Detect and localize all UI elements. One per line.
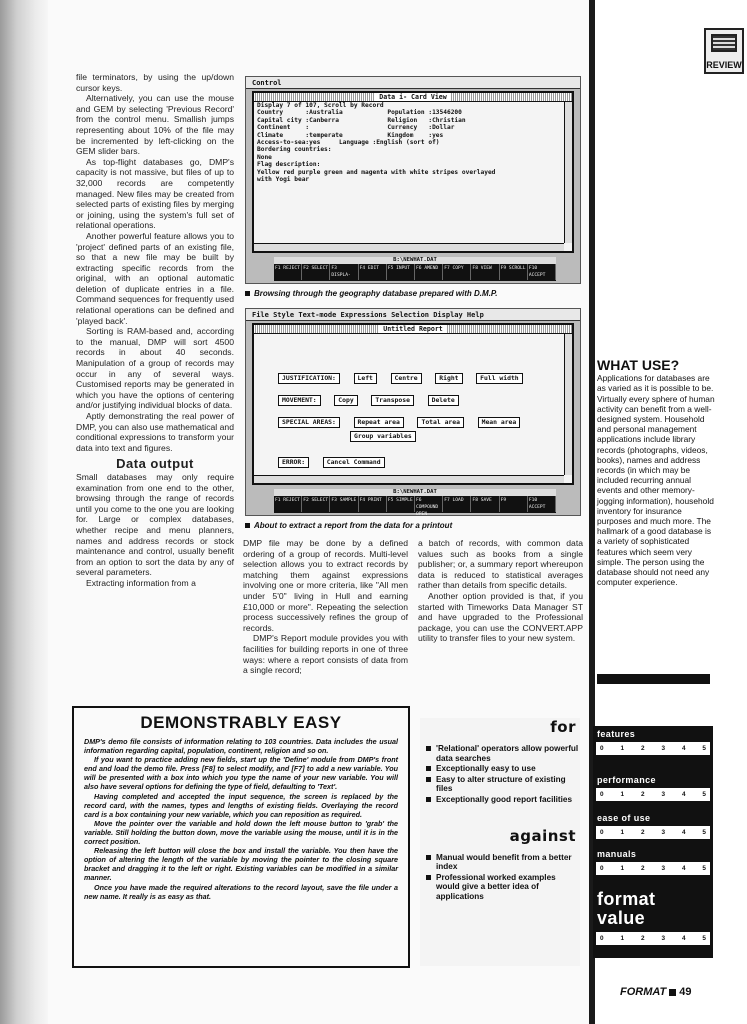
sidebar-rule <box>597 674 710 684</box>
rating-scale-number: 1 <box>620 935 625 942</box>
card-view-window <box>252 91 574 253</box>
rating-scale-number: 4 <box>681 745 686 752</box>
page-number: 49 <box>679 986 692 998</box>
screenshot-caption <box>245 289 497 298</box>
horizontal-scrollbar[interactable] <box>254 475 564 483</box>
function-key[interactable]: F2 SELECT <box>302 264 330 280</box>
record-line: Bordering countries: <box>257 146 332 154</box>
rating-scale-number: 3 <box>661 865 666 872</box>
function-key[interactable]: F5 SIMPLE <box>387 496 415 512</box>
rating-scale-number: 2 <box>640 745 645 752</box>
rating-scale-number: 4 <box>681 865 686 872</box>
rating-row <box>593 728 713 757</box>
rating-scale-number: 5 <box>702 865 706 872</box>
function-key[interactable]: F10 ACCEPT <box>528 496 556 512</box>
gem-menu-bar: Control <box>246 77 580 89</box>
section-subheading: Data output <box>116 456 194 472</box>
row-label: MOVEMENT: <box>278 395 321 406</box>
rating-scale-number: 4 <box>681 829 686 836</box>
function-key-panel <box>274 489 556 516</box>
record-line: None <box>257 153 272 161</box>
paragraph: Alternatively, you can use the mouse and GEM by selecting 'Previous Record' from the control menu. Smallish jumps representing about 10% of the file may be incremented by left-clicking on the GEM slider bars. <box>76 93 234 157</box>
report-builder-screenshot <box>245 308 581 516</box>
option-button[interactable]: Delete <box>428 395 459 406</box>
window-title-bar <box>254 93 572 102</box>
function-key[interactable]: F4 EDIT <box>359 264 387 280</box>
report-option-row <box>278 449 389 468</box>
caption-text: About to extract a report from the data for a printout <box>254 521 453 530</box>
record-line: Display 7 of 107, Scroll by Record <box>257 102 384 109</box>
option-button[interactable]: Cancel Command <box>323 457 385 468</box>
paragraph: Small databases may only require examination from one end to the other, browsing through the range of records until you come to the one you are looking for. Large or complex databases, whether recipe and menu planners, names and address records or stock maintenance and control, usually benefit from an option to sort the data by any of several parameters. <box>76 471 234 578</box>
rating-scale-number: 5 <box>702 745 706 752</box>
rating-scale-number: 1 <box>620 829 625 836</box>
rating-label: format value <box>597 889 656 928</box>
list-item: Easy to alter structure of existing files <box>426 775 580 794</box>
rating-scale <box>596 788 710 801</box>
horizontal-scrollbar[interactable] <box>254 243 564 251</box>
function-key-panel <box>274 257 556 281</box>
rating-scale-number: 4 <box>681 791 686 798</box>
rating-scale-number: 3 <box>661 935 666 942</box>
function-key[interactable]: F8 SAVE <box>471 496 499 512</box>
caption-text: Browsing through the geography database prepared with D.M.P. <box>254 289 498 298</box>
function-key[interactable]: F7 COPY <box>443 264 471 280</box>
computer-screen-icon <box>711 34 737 52</box>
option-button[interactable]: Centre <box>391 373 422 384</box>
paragraph: DMP's Report module provides you with facilities for building reports in one of three ways: where a report consists of data from a single record; <box>243 633 408 676</box>
function-key[interactable]: F6 COMPOUND OPEN <box>415 496 443 512</box>
record-line: Yellow red purple green and magenta with white stripes overlayed <box>257 168 496 176</box>
paragraph: Sorting is RAM-based and, according to the manual, DMP will sort 4500 records in about 40 seconds. Manipulation of a group of records may occur in any of several ways. Customised reports may be generated in which you have the options of centering and/or justifying individual blocks of data. <box>76 326 234 411</box>
rating-scale-number: 3 <box>661 829 666 836</box>
rating-scale-number: 3 <box>661 791 666 798</box>
record-line: Access-to-sea:yes Language :English (sort of) <box>257 139 440 147</box>
paragraph: If you want to practice adding new fields, start up the 'Define' module from DMP's front end and load the demo file. Press [F8] to select modify, and [F7] to add a new variable. You will be presented with a box into which you type the name of your new variable. You will also have several options for defining the type of field, defaulting to 'Text'. <box>84 755 398 792</box>
window-title: Untitled Report <box>379 325 447 333</box>
option-button[interactable]: Left <box>354 373 377 384</box>
what-use-sidebar <box>597 357 715 588</box>
panel-title: B:\NEWHAT.DAT <box>274 489 556 496</box>
report-option-row <box>278 387 463 406</box>
rating-label: manuals <box>597 849 637 859</box>
paragraph: Another option provided is that, if you started with Timeworks Data Manager ST and have upgraded to the Professional package, you can use the CONVERT.APP utility to transfer files to your new system. <box>418 590 583 644</box>
rating-scale-number: 0 <box>600 791 604 798</box>
rating-row <box>593 890 713 947</box>
rating-scale-number: 1 <box>620 791 625 798</box>
rating-scale <box>596 826 710 839</box>
rating-scale-number: 2 <box>640 865 645 872</box>
panel-title: B:\NEWHAT.DAT <box>274 257 556 264</box>
list-item: Exceptionally good report facilities <box>426 795 580 805</box>
ratings-panel <box>593 726 713 958</box>
review-logo-icon <box>704 28 744 74</box>
for-against-panel <box>420 718 580 966</box>
paragraph: Aptly demonstrating the real power of DMP, you can also use mathematical and conditional expressions to transform your data into text and figures. <box>76 411 234 453</box>
page-footer <box>620 986 691 998</box>
rating-scale <box>596 862 710 875</box>
article-column-3 <box>418 538 583 644</box>
rating-scale-number: 2 <box>640 935 645 942</box>
rating-scale-number: 0 <box>600 829 604 836</box>
review-logo-text: REVIEW <box>706 60 742 70</box>
report-option-row <box>278 365 527 384</box>
article-column-2 <box>243 538 408 676</box>
paragraph: Releasing the left button will close the box and install the variable. You then have the option of altering the length of the variable by moving the pointer to the closing square bracket and dragging it to the left or right. Existing variables can be modified in a similar manner. <box>84 846 398 883</box>
option-button[interactable]: Group variables <box>350 431 416 442</box>
against-heading: against <box>509 826 576 845</box>
for-list <box>420 744 580 805</box>
record-line: Capital city :Canberra Religion :Christian <box>257 116 466 124</box>
function-key[interactable]: F9 <box>500 496 528 512</box>
against-list <box>420 853 580 902</box>
paragraph: DMP file may be done by a defined ordering of a group of records. Multi-level selection allows you to extract records by matching them against expressions involving one or more criteria, like "All men under 5'0" living in Hull and earning £10,000 or more". Repeating the selection process successively refines the group of records. <box>243 538 408 633</box>
vertical-scrollbar[interactable] <box>564 102 572 243</box>
rating-row <box>593 812 713 841</box>
paragraph: Extracting information from a <box>86 577 196 588</box>
rating-scale-number: 5 <box>702 829 706 836</box>
sidebar-text: Applications for databases are as varied as it is possible to be. Virtually every sphere of human activity can benefit from a well-designed system. Household and personal management applications include library records (photographs, videos, books), names and address records (in which may be included recurring annual events and other memory-jogging information), household inventory for insurance purposes and much more. The hallmark of a good database is a variety of sophisticated features which seem very simple. The person using the database should not need any computer experience. <box>597 373 715 588</box>
for-heading: for <box>550 718 576 736</box>
function-key[interactable]: F4 PRINT <box>359 496 387 512</box>
list-item: Manual would benefit from a better index <box>426 853 580 872</box>
record-line: Continent : Currency :Dollar <box>257 124 455 132</box>
record-line: Flag description: <box>257 161 321 169</box>
screenshot-caption <box>245 521 452 530</box>
paragraph: DMP's demo file consists of information relating to 103 countries. Data includes the usual information regarding capital, population, continent, religion and so on. <box>84 737 398 756</box>
record-line: Climate :temperate Kingdom :yes <box>257 131 444 139</box>
paragraph: a batch of records, with common data values such as books from a single publisher; or, a summary report whereupon data is reduced to statistical averages rather than details from specific details. <box>418 538 583 591</box>
list-item: Professional worked examples would give a better idea of applications <box>426 873 580 902</box>
sidebar-heading: WHAT USE? <box>597 357 680 373</box>
paragraph: As top-flight databases go, DMP's capacity is not massive, but files of up to 32,000 records are competently managed. New files may be created from selected parts of existing files by merging or joining, using the system's full set of relational operations. <box>76 156 234 231</box>
list-item: Exceptionally easy to use <box>426 764 580 774</box>
report-option-row <box>350 423 420 442</box>
record-line: with Yogi bear <box>257 176 310 184</box>
rating-row <box>593 774 713 803</box>
rating-label: features <box>597 729 636 739</box>
rating-scale <box>596 742 710 755</box>
function-key[interactable]: F10 ACCEPT <box>528 264 556 280</box>
function-key[interactable]: F8 VIEW <box>471 264 499 280</box>
rating-scale-number: 1 <box>620 745 625 752</box>
row-label: SPECIAL AREAS: <box>278 417 340 428</box>
function-key[interactable]: F1 REJECT <box>274 264 302 280</box>
rating-scale-number: 3 <box>661 745 666 752</box>
function-key[interactable]: F9 SCROLL <box>500 264 528 280</box>
paragraph: Move the pointer over the variable and hold down the left mouse button to 'grab' the variable. Still holding the button down, move the variable using the mouse, until it is in the correct position. <box>84 818 398 847</box>
bullet-square-icon <box>245 291 250 296</box>
rating-scale-number: 0 <box>600 745 604 752</box>
row-label: JUSTIFICATION: <box>278 373 340 384</box>
option-button[interactable]: Right <box>435 373 462 384</box>
option-button[interactable]: Copy <box>334 395 357 406</box>
rating-label: performance <box>597 775 656 785</box>
article-column-1 <box>76 72 234 589</box>
window-title: Data i- Card View <box>375 93 451 101</box>
function-key[interactable]: F1 REJECT <box>274 496 302 512</box>
bullet-square-icon <box>669 989 676 996</box>
rating-scale-number: 5 <box>702 935 706 942</box>
magazine-name: FORMAT <box>620 986 667 998</box>
function-key[interactable]: F6 AMEND <box>415 264 443 280</box>
demonstrably-easy-box <box>72 706 410 968</box>
rating-scale-number: 5 <box>702 791 706 798</box>
rating-scale-number: 2 <box>640 791 645 798</box>
row-label: ERROR: <box>278 457 309 468</box>
function-key[interactable]: F3 SAMPLE <box>330 496 358 512</box>
rating-scale-number: 0 <box>600 935 604 942</box>
function-key[interactable]: F2 SELECT <box>302 496 330 512</box>
option-button[interactable]: Repeat area <box>354 417 404 428</box>
window-title-bar <box>254 325 572 334</box>
option-button[interactable]: Total area <box>417 417 463 428</box>
rating-scale-number: 1 <box>620 865 625 872</box>
page-spine-shadow <box>0 0 48 1024</box>
option-button[interactable]: Transpose <box>371 395 414 406</box>
record-line: Country :Australia Population :13546200 <box>257 109 462 117</box>
rating-scale <box>596 932 710 945</box>
function-key[interactable]: F5 INPUT <box>387 264 415 280</box>
list-item: 'Relational' operators allow powerful data searches <box>426 744 580 763</box>
rating-label: ease of use <box>597 813 651 823</box>
rating-scale-number: 4 <box>681 935 686 942</box>
vertical-scrollbar[interactable] <box>564 334 572 475</box>
option-button[interactable]: Mean area <box>478 417 521 428</box>
rating-scale-number: 0 <box>600 865 604 872</box>
rating-row <box>593 848 713 877</box>
paragraph: Having completed and accepted the input sequence, the screen is replaced by the record card, with the names, types and lengths of existing fields. Overlaying the record card is a box containing your new variable, which you can reposition as required. <box>84 791 398 819</box>
function-key[interactable]: F7 LOAD <box>443 496 471 512</box>
gem-menu-bar: File Style Text-mode Expressions Selection Display Help <box>246 309 580 321</box>
function-key[interactable]: F3 DISPLA- <box>330 264 358 280</box>
option-button[interactable]: Full width <box>476 373 522 384</box>
paragraph: file terminators, by using the up/down cursor keys. <box>76 72 234 93</box>
paragraph: Once you have made the required alterations to the record layout, save the file under a new name. It really is as easy as that. <box>84 882 398 901</box>
paragraph: Another powerful feature allows you to 'project' defined parts of an existing file, so that a new file may be built by extracting specific records from the original, with an optional automatic deletion of duplicate entries in a file. Command sequences for frequently used relational operations can be defined and 'played back'. <box>76 230 234 326</box>
box-heading: DEMONSTRABLY EASY <box>140 713 342 732</box>
database-card-view-screenshot <box>245 76 581 284</box>
bullet-square-icon <box>245 523 250 528</box>
rating-scale-number: 2 <box>640 829 645 836</box>
record-display <box>254 102 572 183</box>
report-window <box>252 323 574 485</box>
